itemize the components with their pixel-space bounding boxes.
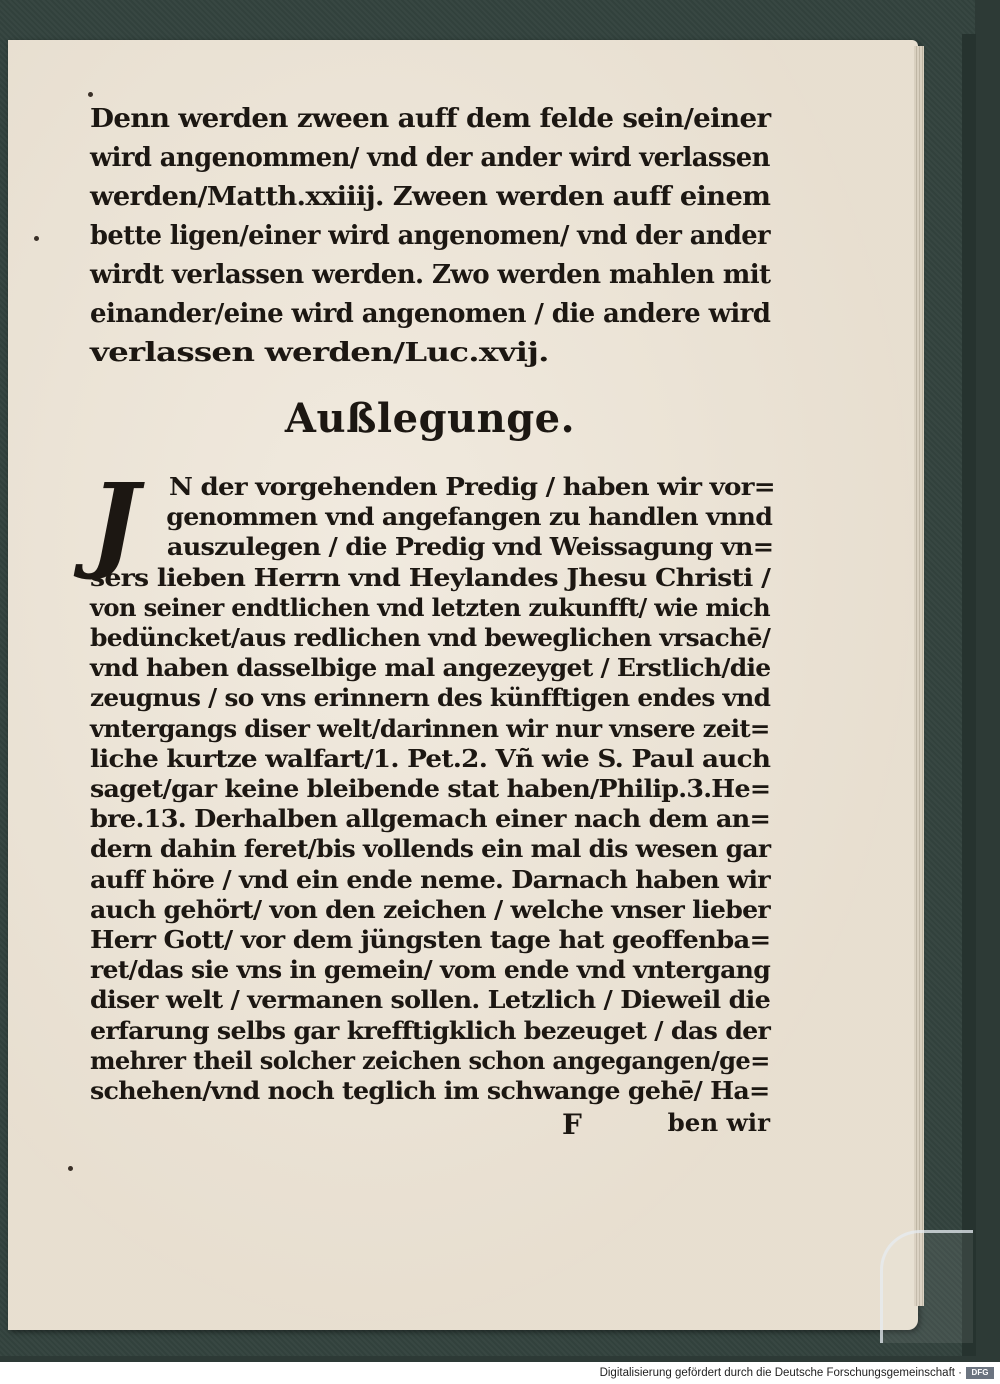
page-text — [90, 100, 775, 1142]
verse-line: Denn werden zween auff dem felde sein/einer — [90, 104, 771, 134]
signature-mark: F — [562, 1108, 582, 1142]
verse-line: wird angenommen/ vnd der ander wird verlassen — [90, 143, 770, 173]
sermon-body — [90, 460, 775, 1106]
body-line: auff höre / vnd ein ende neme. Darnach haben wir — [90, 864, 770, 894]
body-line: bre.13. Derhalben allgemach einer nach dem an= — [90, 804, 771, 834]
body-line: dern dahin feret/bis vollends ein mal dis wesen gar — [90, 834, 771, 864]
ink-speck — [68, 1166, 73, 1171]
body-line: bedüncket/aus redlichen vnd beweglichen vrsachē/ — [90, 623, 771, 653]
dfg-logo-icon: DFG — [966, 1367, 994, 1379]
footer-credit: Digitalisierung gefördert durch die Deutsche Forschungsgemeinschaft · — [599, 1367, 962, 1379]
catchword: ben wir — [667, 1108, 770, 1138]
page-edges — [914, 46, 924, 1306]
body-line: vnd haben dasselbige mal angezeyget / Erstlich/die — [90, 653, 771, 683]
verse-line: bette ligen/einer wird angenomen/ vnd der ander — [90, 221, 770, 251]
body-line: N der vorgehenden Predig / haben wir vor= — [168, 472, 775, 501]
drop-cap: J — [90, 460, 139, 583]
body-line: ret/das sie vns in gemein/ vom ende vnd vntergang — [90, 955, 771, 985]
section-heading: Außlegunge. — [284, 395, 576, 442]
body-line: Herr Gott/ vor dem jüngsten tage hat geoffenba= — [90, 925, 771, 955]
body-line: diser welt / vermanen sollen. Letzlich / Dieweil die — [90, 985, 771, 1015]
body-line: auszulegen / die Predig vnd Weissagung vn= — [166, 532, 774, 562]
body-line: sers lieben Herrn vnd Heylandes Jhesu Christi / — [90, 562, 771, 592]
body-line: auch gehört/ von den zeichen / welche vnser lieber — [90, 894, 770, 924]
body-line: erfarung selbs gar krefftigklich bezeuget / das der — [90, 1015, 771, 1045]
ink-speck — [88, 92, 93, 97]
body-line: schehen/vnd noch teglich im schwange gehē/ Ha= — [90, 1076, 770, 1106]
verse-line: werden/Matth.xxiiij. Zween werden auff einem — [90, 182, 771, 212]
verse-line: verlassen werden/Luc.xvij. — [90, 338, 549, 368]
bible-verse-block — [90, 100, 770, 373]
verse-line: wirdt verlassen werden. Zwo werden mahlen mit — [90, 260, 771, 290]
book-cover-edge — [962, 34, 976, 1356]
digitization-footer — [0, 1362, 1000, 1384]
body-line: von seiner endtlichen vnd letzten zukunfft/ wie mich — [90, 592, 770, 622]
page-foot — [90, 1108, 770, 1142]
body-line: mehrer theil solcher zeichen schon angegangen/ge= — [90, 1045, 770, 1075]
ink-speck — [34, 236, 39, 241]
body-line: vntergangs diser welt/darinnen wir nur vnsere zeit= — [90, 713, 770, 743]
verse-line: einander/eine wird angenomen / die andere wird — [90, 299, 771, 329]
page-holder-clip — [880, 1230, 973, 1343]
body-line: saget/gar keine bleibende stat haben/Philip.3.He= — [90, 774, 771, 804]
body-line: zeugnus / so vns erinnern des künfftigen endes vnd — [90, 683, 771, 713]
body-line: liche kurtze walfart/1. Pet.2. Vñ wie S. Paul auch — [90, 743, 771, 773]
body-line: genommen vnd angefangen zu handlen vnnd — [166, 502, 773, 532]
